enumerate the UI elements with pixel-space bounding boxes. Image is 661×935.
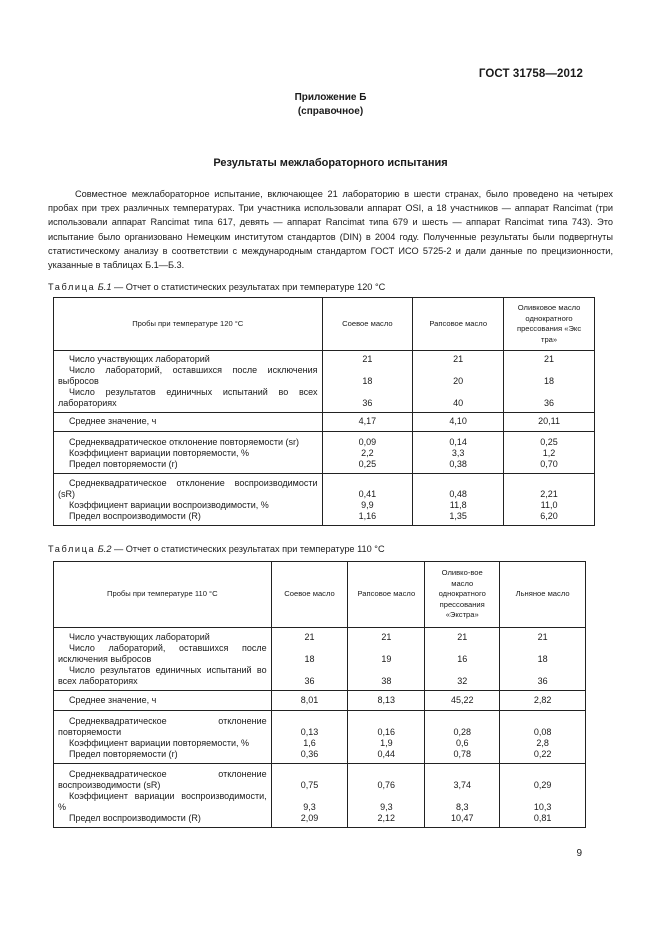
table1-header-rapeseed: Рапсовое масло [413, 298, 504, 351]
table-cell: 4,10 [413, 412, 504, 431]
table1-header-row [54, 298, 595, 351]
table-cell: 0,25 [540, 436, 558, 447]
table-row-label: Предел повторяемости (r) [69, 458, 178, 469]
table-cell: 0,75 [300, 779, 319, 790]
table-cell: 1,35 [449, 510, 467, 521]
table-cell: 21 [362, 353, 373, 364]
table-cell: 20,11 [504, 412, 595, 431]
table-cell: 20 [453, 375, 464, 386]
table-row-label: Число участвующих лабораторий [69, 631, 210, 642]
table-cell: 0,38 [449, 458, 467, 469]
table-cell: 45,22 [425, 690, 500, 710]
table-cell: 21 [453, 353, 464, 364]
table-cell: 0,22 [533, 748, 552, 759]
table-cell: 1,9 [380, 737, 393, 748]
table-cell: 36 [304, 675, 315, 686]
table2-header-linseed: Льняное масло [500, 562, 586, 628]
table-cell: 18 [537, 653, 548, 664]
table-row-label: Предел воспроизводимости (R) [69, 510, 201, 521]
table1-header-soy: Соевое масло [322, 298, 413, 351]
table-cell: 32 [457, 675, 468, 686]
table-cell: 36 [362, 397, 373, 408]
table-cell: 2,21 [540, 488, 558, 499]
table-cell: 0,08 [533, 726, 552, 737]
table-cell: 4,17 [322, 412, 413, 431]
table-row-label: Коэффициент вариации воспроизводимости, % [69, 499, 269, 510]
table-row-label: Число лабораторий, оставшихся после исключения выбросов [58, 364, 318, 386]
table-cell: 21 [457, 631, 468, 642]
table-row-label: Число результатов единичных испытаний во всех лабораториях [58, 386, 318, 408]
table-cell: 10,47 [450, 812, 474, 823]
table-cell: 21 [537, 631, 548, 642]
table1-caption [48, 282, 385, 292]
table1-caption-number: Б.1 [97, 282, 112, 292]
table2-group-labs [54, 632, 586, 691]
table-cell: 0,76 [377, 779, 396, 790]
table-cell: 2,82 [500, 690, 586, 710]
table2-group-repeatability [54, 710, 586, 763]
table-cell: 36 [537, 675, 548, 686]
table-row-label: Коэффициент вариации повторяемости, % [69, 737, 250, 748]
table-cell: 0,70 [540, 458, 558, 469]
table-row-label: Коэффициент вариации повторяемости, % [69, 447, 250, 458]
table2-row-mean [54, 690, 586, 710]
table-cell: 36 [544, 397, 555, 408]
table-cell: 18 [362, 375, 373, 386]
table-cell: 8,01 [271, 690, 348, 710]
table2-header-soy: Соевое масло [271, 562, 348, 628]
table-cell: 0,48 [449, 488, 467, 499]
table-cell: 8,13 [348, 690, 425, 710]
table-cell: 21 [381, 631, 392, 642]
table2-header-row [54, 562, 586, 628]
table1-caption-prefix: Таблица [48, 282, 96, 292]
table-cell: 0,44 [377, 748, 396, 759]
page-number: 9 [576, 848, 582, 859]
table-cell: 1,2 [542, 447, 556, 458]
appendix-title: Приложение Б [294, 92, 367, 103]
table-cell: 11,0 [540, 499, 558, 510]
table1 [53, 297, 595, 526]
table-cell: 0,41 [358, 488, 377, 499]
table-row-label: Среднеквадратическое отклонение повторяемости [58, 715, 267, 737]
table-row-label: Среднее значение, ч [69, 416, 157, 426]
table-cell: 11,8 [449, 499, 467, 510]
table-cell: 2,2 [361, 447, 374, 458]
table-cell: 3,74 [453, 779, 471, 790]
table-cell: 40 [453, 397, 464, 408]
table2-header-olive: Оливко-вое масло однократного прессования «Экстра» [425, 562, 500, 628]
table2-caption-number: Б.2 [97, 544, 112, 554]
table-cell: 0,6 [455, 737, 469, 748]
table1-group-reproducibility [54, 473, 595, 525]
table2-header-samples: Пробы при температуре 110 °С [54, 562, 272, 628]
table-cell: 16 [457, 653, 468, 664]
table-cell: 18 [304, 653, 315, 664]
table1-header-samples: Пробы при температуре 120 °С [54, 298, 323, 351]
table-cell: 1,16 [358, 510, 377, 521]
table-cell: 2,8 [536, 737, 549, 748]
table-cell: 19 [381, 653, 392, 664]
table-cell: 38 [381, 675, 392, 686]
table2 [53, 561, 586, 828]
table-cell: 0,81 [533, 812, 552, 823]
table-cell: 10,3 [533, 801, 552, 812]
intro-paragraph: Совместное межлабораторное испытание, включающее 21 лабораторию в шести странах, было проведено на четырех пробах при трех различных температурах. Три участника использовали аппарат OSI, а 18 участников — аппарат Rancimat (три использовали аппарат Rancimat типа 617, девять — аппарат Rancimat типа 679 и шесть — аппарат Rancimat типа 743). Это испытание было организовано Немецким институтом стандартов (DIN) в 2004 году. Полученные результаты были подвергнуты статистическому анализу в соответствии с международным стандартом ГОСТ ИСО 5725-2 и дали данные по прецизионности, указанные в таблицах Б.1—Б.3. [48, 189, 613, 271]
appendix-subtitle: (справочное) [297, 106, 364, 117]
table-cell: 0,28 [453, 726, 471, 737]
table-cell: 18 [544, 375, 555, 386]
table-row-label: Коэффициент вариации воспроизводимости, % [58, 790, 267, 812]
table-row-label: Число результатов единичных испытаний во всех лабораториях [58, 664, 267, 686]
table-cell: 0,14 [449, 436, 467, 447]
table-cell: 2,09 [300, 812, 319, 823]
table-cell: 1,6 [303, 737, 316, 748]
table1-caption-text: — Отчет о статистических результатах при температуре 120 °С [114, 282, 386, 292]
table-row-label: Среднеквадратическое отклонение повторяемости (sr) [69, 436, 300, 447]
table-row-label: Среднее значение, ч [69, 694, 157, 705]
table-row-label: Среднеквадратическое отклонение воспроизводимости (sR) [58, 768, 267, 790]
table-row-label: Предел повторяемости (r) [69, 748, 178, 759]
table-cell: 9,3 [380, 801, 393, 812]
section-title: Результаты межлабораторного испытания [213, 157, 448, 169]
table-row-label: Среднеквадратическое отклонение воспроизводимости (sR) [58, 477, 318, 499]
table-cell: 0,36 [300, 748, 319, 759]
table-cell: 0,29 [533, 779, 552, 790]
table1-group-labs [54, 354, 595, 413]
table1-group-repeatability [54, 431, 595, 473]
table1-row-mean [54, 412, 595, 431]
table-cell: 0,13 [300, 726, 319, 737]
table-row-label: Предел воспроизводимости (R) [69, 812, 201, 823]
table-cell: 8,3 [455, 801, 469, 812]
table-cell: 6,20 [540, 510, 558, 521]
table-cell: 9,3 [303, 801, 316, 812]
table2-header-rapeseed: Рапсовое масло [348, 562, 425, 628]
table1-header-olive: Оливковое масло однократного прессования «Экс тра» [504, 298, 595, 351]
table-cell: 21 [544, 353, 555, 364]
table-cell: 0,25 [358, 458, 377, 469]
table2-caption-prefix: Таблица [48, 544, 96, 554]
table-row-label: Число участвующих лабораторий [69, 353, 210, 364]
table-cell: 21 [304, 631, 315, 642]
table-cell: 2,12 [377, 812, 396, 823]
table2-caption-text: — Отчет о статистических результатах при температуре 110 °С [114, 544, 385, 554]
table-cell: 0,09 [358, 436, 377, 447]
table2-caption [48, 544, 385, 554]
table-row-label: Число лабораторий, оставшихся после исключения выбросов [58, 642, 267, 664]
table2-group-reproducibility [54, 763, 586, 827]
table-cell: 9,9 [361, 499, 374, 510]
table-cell: 3,3 [451, 447, 465, 458]
table-cell: 0,16 [377, 726, 396, 737]
standard-number: ГОСТ 31758—2012 [478, 68, 583, 80]
table-cell: 0,78 [453, 748, 471, 759]
